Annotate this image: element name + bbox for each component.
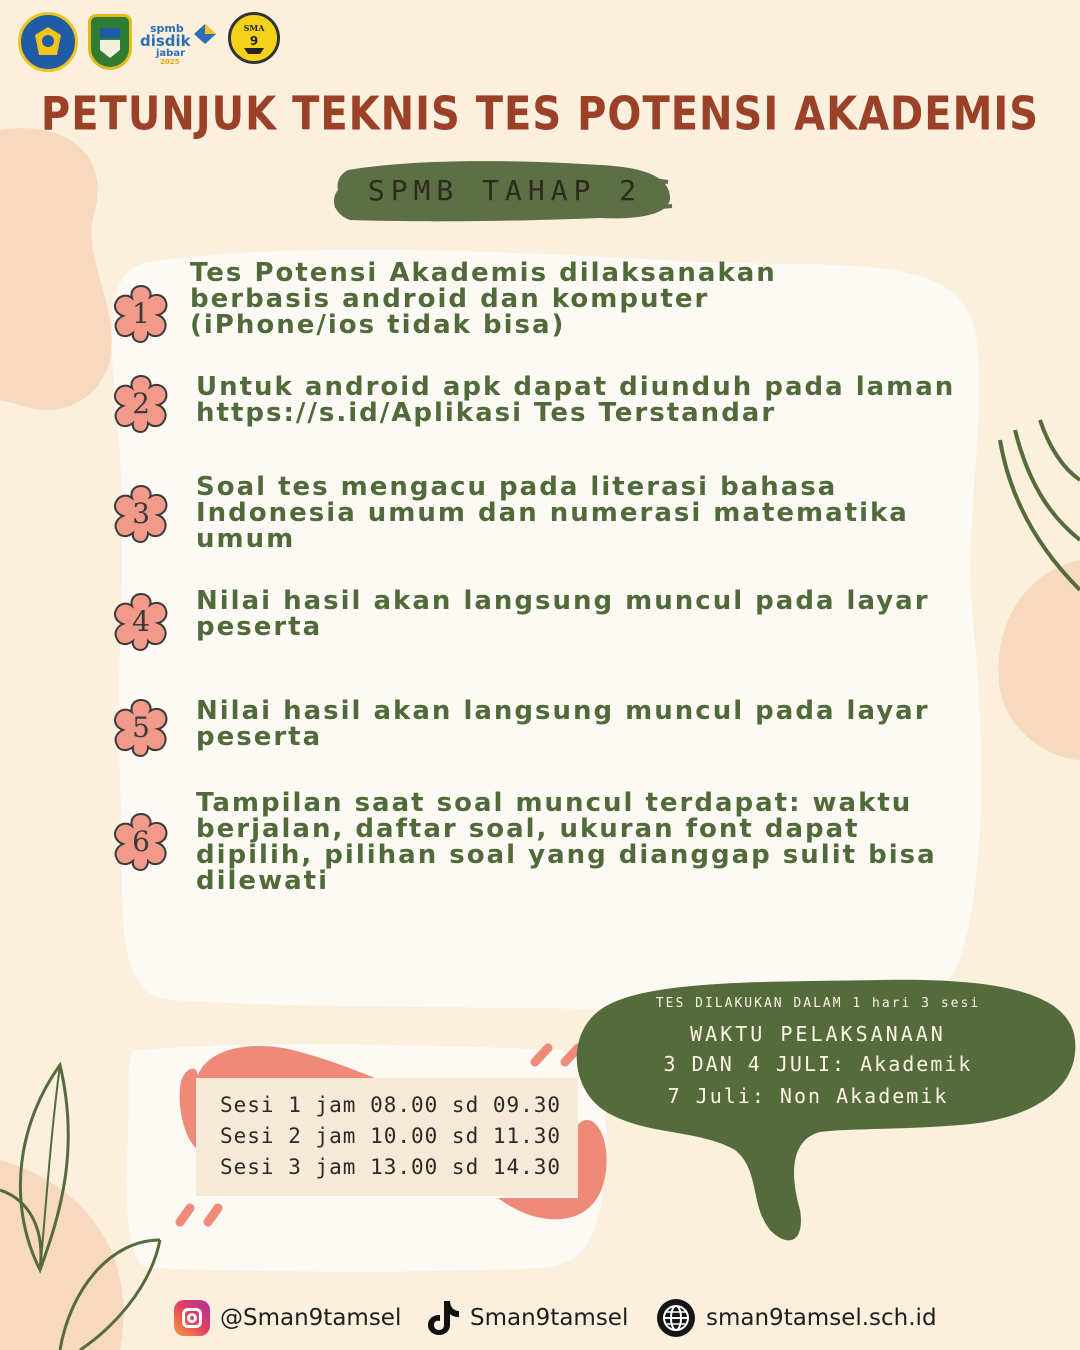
spmb-disdik-jabar-logo	[140, 16, 220, 72]
sma-negeri-9-logo	[228, 12, 280, 64]
tut-wuri-handayani-logo	[18, 12, 78, 72]
spmb-logo-year: 2025	[160, 57, 180, 66]
schedule-day-1: 3 DAN 4 JULI: Akademik	[663, 1052, 973, 1076]
svg-text:5: 5	[132, 711, 150, 744]
globe-icon	[656, 1298, 696, 1338]
schedule-heading: WAKTU PELAKSANAAN	[690, 1022, 946, 1046]
item-text: Nilai hasil akan langsung muncul pada layar peserta	[196, 696, 930, 752]
spmb-diamond-icon	[192, 22, 218, 46]
number-badge-3	[110, 482, 172, 544]
item-text: Nilai hasil akan langsung muncul pada layar peserta	[196, 586, 930, 642]
instagram-handle: @Sman9tamsel	[220, 1305, 402, 1331]
number-badge-1	[110, 282, 172, 344]
svg-text:SMA: SMA	[243, 23, 265, 33]
svg-text:9: 9	[249, 34, 259, 48]
instagram-link[interactable]	[174, 1296, 401, 1340]
tiktok-link[interactable]	[426, 1296, 628, 1340]
session-1: Sesi 1 jam 08.00 sd 09.30	[220, 1093, 562, 1117]
session-2: Sesi 2 jam 10.00 sd 11.30	[220, 1124, 562, 1148]
stage-label: SPMB TAHAP 2	[367, 174, 643, 207]
svg-text:4: 4	[132, 605, 150, 638]
item-text: Soal tes mengacu pada literasi bahasa Indonesia umum dan numerasi matematika umum	[196, 472, 909, 554]
svg-text:6: 6	[132, 825, 150, 858]
svg-text:3: 3	[132, 497, 150, 530]
footer	[170, 1296, 970, 1340]
jawa-barat-logo	[88, 14, 132, 70]
schedule-day-2: 7 Juli: Non Akademik	[667, 1084, 949, 1108]
jabar-emblem-icon	[95, 22, 125, 62]
item-text: Tes Potensi Akademis dilaksanakan berbasis android dan komputer (iPhone/ios tidak bisa)	[190, 258, 777, 340]
sma-9-emblem-icon	[232, 16, 276, 60]
tiktok-icon	[426, 1299, 460, 1337]
page-title: PETUNJUK TEKNIS TES POTENSI AKADEMIS	[40, 88, 1040, 141]
number-badge-4	[110, 590, 172, 652]
item-text: Untuk android apk dapat diunduh pada laman https://s.id/Aplikasi Tes Terstandar	[196, 372, 956, 428]
spmb-logo-line3: jabar	[156, 47, 186, 59]
session-times	[196, 1078, 578, 1196]
logo-emblem-icon	[31, 25, 65, 59]
item-text: Tampilan saat soal muncul terdapat: waktu berjalan, daftar soal, ukuran font dapat dipilih, pilihan soal yang dianggap sulit bisa dilewati	[196, 788, 937, 896]
number-badge-2	[110, 372, 172, 434]
svg-text:2: 2	[132, 387, 150, 420]
number-badge-6	[110, 810, 172, 872]
svg-text:1: 1	[132, 297, 150, 330]
instagram-icon	[174, 1300, 210, 1336]
tiktok-handle: Sman9tamsel	[470, 1305, 629, 1331]
spmb-logo-line2: disdik	[140, 31, 191, 50]
spmb-logo-line1: spmb	[150, 21, 184, 35]
session-3: Sesi 3 jam 13.00 sd 14.30	[220, 1155, 562, 1179]
number-badge-5	[110, 696, 172, 758]
schedule-note: TES DILAKUKAN DALAM 1 hari 3 sesi	[655, 996, 981, 1011]
website-link[interactable]	[656, 1296, 937, 1340]
website-url: sman9tamsel.sch.id	[706, 1305, 937, 1331]
